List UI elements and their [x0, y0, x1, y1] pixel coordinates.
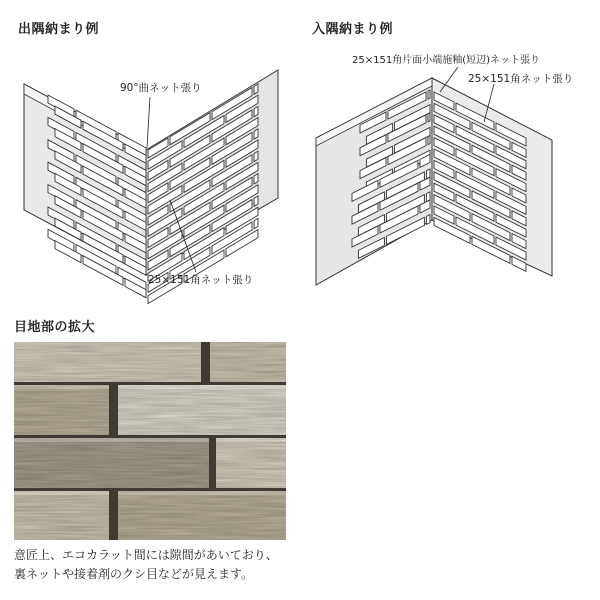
tile-edge-highlight [0, 438, 209, 442]
tile-texture [4, 491, 109, 541]
closeup-caption [14, 546, 278, 584]
tile-edge-highlight [4, 385, 109, 389]
outside-curved-net-label: 90°曲ネット張り [120, 82, 202, 94]
caption-line-1: 意匠上、エコカラット間には隙間があいており、 [14, 548, 278, 562]
photo-content [0, 332, 327, 541]
tile-edge-highlight [216, 438, 323, 442]
inside-square-net-label: 25×151角ネット張り [468, 73, 574, 85]
tile-edge-highlight [210, 332, 327, 336]
inside-one-sided-net-label: 25×151角片面小端施釉(短辺)ネット張り [352, 55, 540, 66]
tile-edge-highlight [118, 491, 315, 495]
tile-texture [118, 385, 315, 435]
tile-texture [0, 438, 209, 488]
inside-corner-heading: 入隅納まり例 [312, 22, 394, 37]
tile-texture [216, 438, 323, 488]
tile-edge-highlight [4, 491, 109, 495]
caption-line-2: 裏ネットや接着剤のクシ目などが見えます。 [14, 567, 254, 581]
closeup-heading: 目地部の拡大 [14, 320, 96, 335]
tile-texture [4, 385, 109, 435]
tile-texture [210, 332, 327, 382]
outside-corner-heading: 出隅納まり例 [18, 22, 100, 37]
tile-texture [0, 332, 201, 382]
outside-square-net-label: 25×151角ネット張り [148, 274, 254, 286]
tile-texture [118, 491, 315, 541]
tile-edge-highlight [0, 332, 201, 336]
tile-edge-highlight [118, 385, 315, 389]
